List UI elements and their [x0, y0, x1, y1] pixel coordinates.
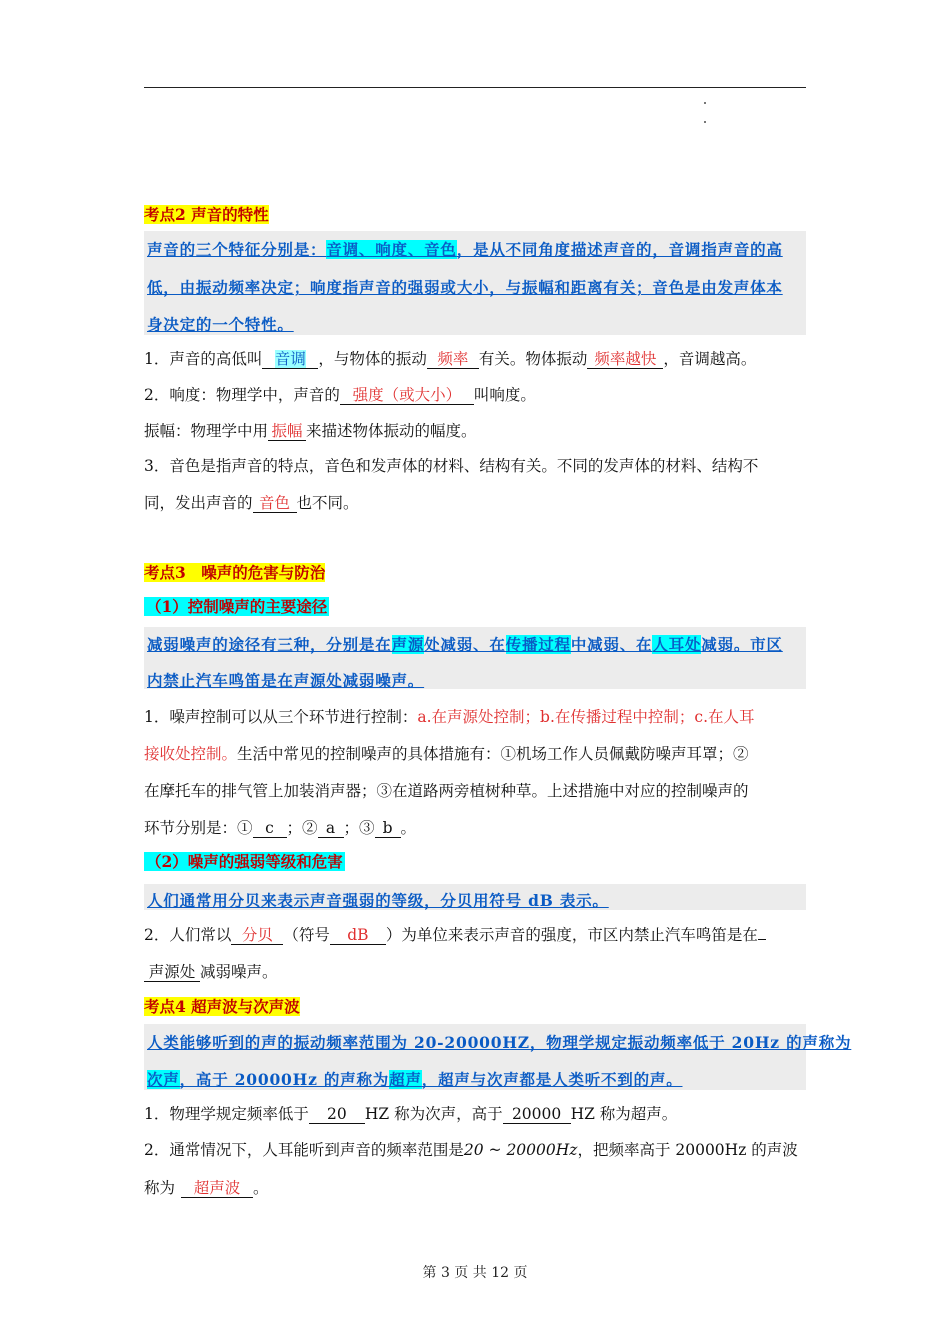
question-line: 3．音色是指声音的特点，音色和发声体的材料、结构有关。不同的发声体的材料、结构不 [144, 457, 759, 475]
answer-blank: 强度（或大小） [340, 386, 474, 405]
question-line: 接收处控制。生活中常见的控制噪声的具体措施有：①机场工作人员佩戴防噪声耳罩；② [144, 745, 749, 763]
answer-blank: c [253, 819, 287, 838]
section-3-summary-line: 减弱噪声的途径有三种，分别是在声源处减弱、在传播过程中减弱、在人耳处减弱。市区 [147, 635, 783, 654]
answer-blank: 超声波 [181, 1179, 253, 1198]
section-4-summary-line: 次声，高于 20000Hz 的声称为超声，超声与次声都是人类听不到的声。 [147, 1070, 683, 1089]
section-3-summary-line: 人们通常用分贝来表示声音强弱的等级，分贝用符号 dB 表示。 [147, 891, 609, 910]
answer-blank: 音调 [262, 350, 318, 369]
answer-blank: 音色 [253, 494, 297, 513]
answer-blank: 频率 [427, 350, 479, 369]
section-3-subtitle: （1）控制噪声的主要途径 [146, 597, 328, 616]
question-line: 1．噪声控制可以从三个环节进行控制：a.在声源处控制；b.在传播过程中控制；c.在人耳 [144, 708, 755, 726]
section-2-summary-line: 身决定的一个特性。 [147, 315, 294, 334]
section-3-subtitle: （2）噪声的强弱等级和危害 [146, 852, 343, 871]
frequency-range-formula: 20 ~ 20000Hz [463, 1141, 578, 1159]
answer-blank: 频率越快 [587, 350, 663, 369]
section-3-summary-line: 内禁止汽车鸣笛是在声源处减弱噪声。 [147, 671, 425, 690]
answer-blank: 分贝 [231, 926, 283, 945]
header-rule [144, 87, 806, 88]
question-line: 在摩托车的排气管上加装消声器；③在道路两旁植树种草。上述措施中对应的控制噪声的 [144, 782, 749, 800]
answer-blank: 20000 [503, 1105, 571, 1124]
question-line: 2．通常情况下，人耳能听到声音的频率范围是20 ~ 20000Hz，把频率高于 20000Hz 的声波 [144, 1141, 798, 1159]
answer-blank: a [318, 819, 344, 838]
section-3-title: 考点3 噪声的危害与防治 [144, 563, 326, 582]
question-line: 2．人们常以 分贝 （符号 dB ）为单位来表示声音的强度，市区内禁止汽车鸣笛是在 [144, 925, 766, 945]
question-line: 振幅：物理学中用 振幅 来描述物体振动的幅度。 [144, 422, 477, 440]
section-4-summary-line: 人类能够听到的声的振动频率范围为 20-20000HZ，物理学规定振动频率低于 20Hz 的声称为 [147, 1033, 852, 1052]
answer-blank [758, 939, 766, 940]
question-line: 称为 超声波 。 [144, 1179, 269, 1197]
question-line: 声源处 减弱噪声。 [144, 962, 278, 982]
section-2-title: 考点2 声音的特性 [144, 205, 269, 224]
question-line: 1．声音的高低叫 音调 ，与物体的振动 频率 有关。物体振动 频率越快 ，音调越高。 [144, 350, 757, 368]
section-4-title: 考点4 超声波与次声波 [144, 997, 300, 1016]
question-line: 环节分别是：① c ；② a ；③ b 。 [144, 819, 417, 837]
section-2-summary-line: 声音的三个特征分别是：音调、响度、音色，是从不同角度描述声音的，音调指声音的高 [147, 240, 783, 259]
answer-blank: dB [330, 926, 386, 945]
section-2-summary-line: 低，由振动频率决定；响度指声音的强弱或大小，与振幅和距离有关；音色是由发声体本 [147, 278, 783, 297]
answer-blank: 声源处 [144, 963, 200, 982]
answer-blank: b [375, 819, 401, 838]
answer-blank: 20 [309, 1105, 365, 1124]
question-line: 2．响度：物理学中，声音的 强度（或大小） 叫响度。 [144, 386, 536, 404]
header-dot [704, 102, 706, 104]
answer-blank: 振幅 [268, 422, 306, 441]
page-footer: 第 3 页 共 12 页 [422, 1265, 528, 1281]
header-dot [704, 121, 706, 123]
question-line: 1．物理学规定频率低于 20 HZ 称为次声，高于 20000 HZ 称为超声。 [144, 1105, 678, 1123]
question-line: 同，发出声音的 音色 也不同。 [144, 494, 359, 512]
